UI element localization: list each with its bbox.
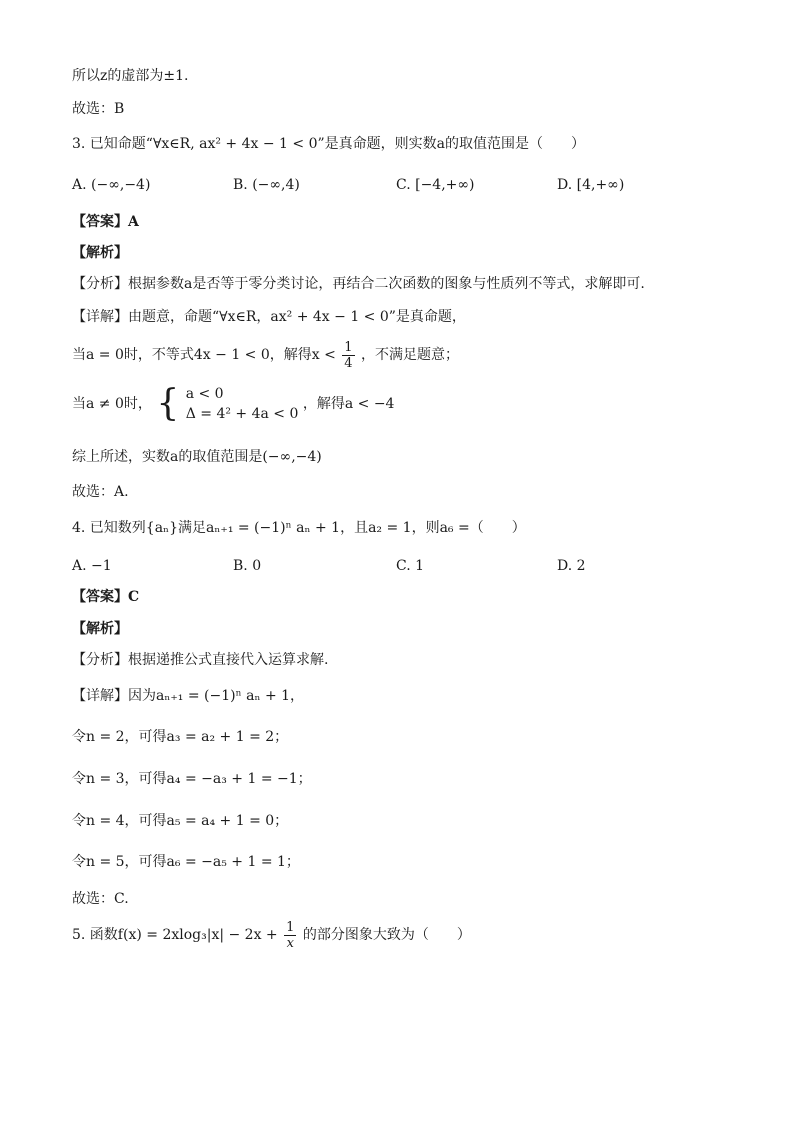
case-a-zero-pre: 当a = 0时，不等式4x − 1 < 0，解得x < bbox=[72, 347, 336, 363]
case-a-nonzero-post: ，解得a < −4 bbox=[302, 396, 395, 412]
answer-selection: 故选：B bbox=[72, 101, 125, 117]
analysis-text: 【分析】根据递推公式直接代入运算求解. bbox=[72, 652, 329, 668]
question-5 bbox=[72, 917, 471, 953]
case-a-zero bbox=[72, 338, 459, 372]
step-n2: 令n = 2，可得a₃ = a₂ + 1 = 2； bbox=[72, 729, 289, 745]
fraction-one-quarter bbox=[342, 340, 354, 371]
analysis-text: 【分析】根据参数a是否等于零分类讨论，再结合二次函数的图象与性质列不等式，求解即可. bbox=[72, 276, 645, 292]
q4-option-c: C. 1 bbox=[396, 558, 425, 574]
fraction-denominator: x bbox=[286, 935, 294, 951]
fraction-one-over-x bbox=[284, 920, 296, 951]
summary-text: 综上所述，实数a的取值范围是(−∞,−4) bbox=[72, 449, 322, 465]
answer-selection: 故选：A. bbox=[72, 484, 129, 500]
fraction-numerator: 1 bbox=[344, 339, 353, 355]
q3-option-d: D. [4,+∞) bbox=[557, 177, 625, 193]
case-a-nonzero-pre: 当a ≠ 0时， bbox=[72, 396, 152, 412]
text-line: 所以z的虚部为±1. bbox=[72, 68, 189, 84]
answer-selection: 故选：C. bbox=[72, 891, 129, 907]
step-n4: 令n = 4，可得a₅ = a₄ + 1 = 0； bbox=[72, 813, 289, 829]
q4-option-d: D. 2 bbox=[557, 558, 586, 574]
case-a-nonzero bbox=[72, 382, 394, 426]
analysis-tag: 【解析】 bbox=[72, 621, 128, 637]
answer-tag: 【答案】A bbox=[72, 214, 139, 230]
question-3: 3. 已知命题“∀x∈R, ax² + 4x − 1 < 0”是真命题，则实数a的取值范围是（ ） bbox=[72, 136, 585, 152]
step-n3: 令n = 3，可得a₄ = −a₃ + 1 = −1； bbox=[72, 771, 312, 787]
q4-option-a: A. −1 bbox=[72, 558, 112, 574]
question-5-pre: 5. 函数f(x) = 2xlog₃|x| − 2x + bbox=[72, 927, 278, 943]
fraction-denominator: 4 bbox=[344, 355, 353, 371]
system-line-2: Δ = 4² + 4a < 0 bbox=[185, 406, 299, 422]
step-n5: 令n = 5，可得a₆ = −a₅ + 1 = 1； bbox=[72, 854, 300, 870]
q3-option-a: A. (−∞,−4) bbox=[72, 177, 151, 193]
question-4: 4. 已知数列{aₙ}满足aₙ₊₁ = (−1)ⁿ aₙ + 1，且a₂ = 1，则a₆ =（ ） bbox=[72, 520, 526, 536]
q3-option-c: C. [−4,+∞) bbox=[396, 177, 475, 193]
answer-tag: 【答案】C bbox=[72, 589, 140, 605]
q4-option-b: B. 0 bbox=[233, 558, 262, 574]
detail-text: 【详解】由题意，命题“∀x∈R，ax² + 4x − 1 < 0”是真命题， bbox=[72, 309, 466, 325]
fraction-numerator: 1 bbox=[286, 919, 295, 935]
analysis-tag: 【解析】 bbox=[72, 245, 128, 261]
q3-option-b: B. (−∞,4) bbox=[233, 177, 300, 193]
inequality-system bbox=[186, 384, 299, 424]
question-5-post: 的部分图象大致为（ ） bbox=[302, 927, 471, 943]
detail-text: 【详解】因为aₙ₊₁ = (−1)ⁿ aₙ + 1， bbox=[72, 688, 305, 704]
brace-icon: { bbox=[156, 383, 180, 424]
system-line-1: a < 0 bbox=[185, 386, 224, 402]
case-a-zero-post: ，不满足题意； bbox=[361, 347, 460, 363]
